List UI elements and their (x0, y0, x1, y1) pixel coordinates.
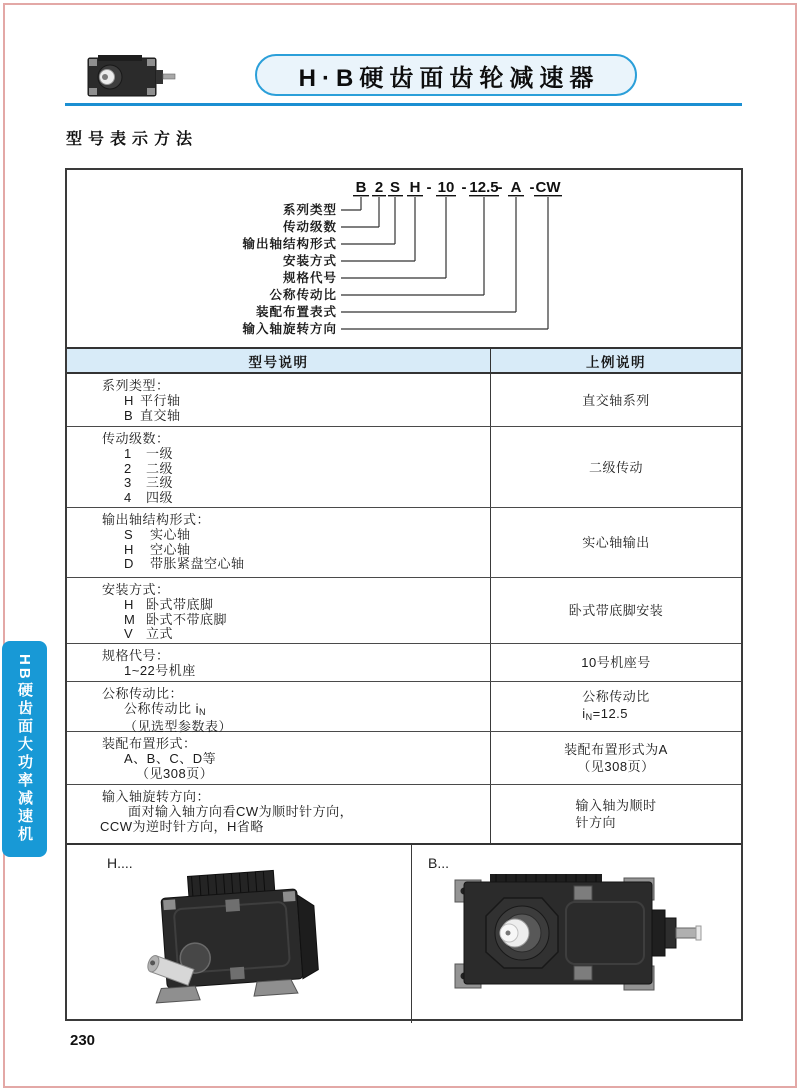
model-code-diagram (67, 170, 741, 347)
example-value: 10号机座号 (581, 655, 651, 670)
model-code-rotation: CW (535, 179, 561, 196)
diagram-label-series: 系列类型 (282, 203, 337, 217)
h-type-reducer-photo (134, 859, 344, 1009)
example-value: 实心轴输出 (582, 535, 650, 550)
page-title-pill (255, 54, 637, 96)
model-code-dash: - (461, 179, 467, 196)
table-row-mounting: 安装方式： H 卧式带底脚 M 卧式不带底脚 V 立式 卧式带底脚安装 (67, 578, 741, 644)
diagram-label-stages: 传动级数 (282, 220, 337, 234)
row-title: 规格代号： (102, 648, 170, 663)
model-designation-box (65, 168, 743, 1021)
diagram-label-mounting: 安装方式 (282, 254, 337, 268)
model-code-size: 10 (437, 179, 455, 196)
example-value: 公称传动比 $i_N=12.5$ (582, 688, 650, 722)
b-type-reducer-photo (452, 872, 702, 997)
row-title: 传动级数： (102, 431, 170, 446)
figures-section (67, 843, 741, 1023)
example-value: 输入轴为顺时 针方向 (575, 798, 657, 830)
model-code-dash: - (426, 179, 432, 196)
table-row-rotation: 输入轴旋转方向： 面对输入轴方向看CW为顺时针方向， CCW为逆时针方向，H省略 输入轴为顺时 针方向 (67, 785, 741, 843)
example-value: 直交轴系列 (582, 392, 650, 408)
row-title: 公称传动比： (102, 686, 184, 701)
model-code-dash: - (497, 179, 503, 196)
page-number: 230 (70, 1032, 96, 1049)
row-title: 输出轴结构形式： (102, 512, 211, 527)
row-title: 系列类型： (102, 378, 170, 393)
row-title: 输入轴旋转方向： (102, 789, 211, 804)
diagram-label-size: 规格代号 (282, 271, 337, 285)
diagram-label-arrangement: 装配布置表式 (255, 305, 337, 319)
figure-cell-b-type (412, 845, 741, 1023)
diagram-label-shaft: 输出轴结构形式 (242, 237, 337, 251)
diagram-label-rotation: 输入轴旋转方向 (242, 322, 337, 336)
figure-label-h: H.... (107, 855, 133, 871)
example-value: 卧式带底脚安装 (568, 603, 664, 618)
table-row-arrangement: 装配布置形式： A、B、C、D等 （见308页） 装配布置形式为A （见308页） (67, 732, 741, 785)
model-code-stages: 2 (374, 179, 384, 196)
table-header-example: 上例说明 (586, 354, 646, 370)
table-row-output-shaft: 输出轴结构形式： S 实心轴 H 空心轴 D 带胀紧盘空心轴 实心轴输出 (67, 508, 741, 578)
example-value: 装配布置形式为A （见308页） (564, 742, 668, 774)
reducer-thumbnail-photo (86, 54, 178, 102)
model-code-mounting: H (409, 179, 421, 196)
model-code-shaft: S (389, 179, 401, 196)
table-header-row (67, 347, 741, 374)
row-title: 装配布置形式： (102, 736, 197, 751)
sidebar-tab (2, 641, 47, 857)
figure-cell-h-type (67, 845, 412, 1023)
section-title: 型号表示方法 (66, 131, 199, 148)
page-title: H·B硬齿面齿轮减速器 (298, 64, 600, 92)
sidebar-tab-label: HB硬齿面大功率减速机 (16, 654, 33, 844)
table-row-size-code: 规格代号： 1~22号机座 10号机座号 (67, 644, 741, 682)
figure-label-b: B... (428, 855, 450, 871)
model-code-dash: - (529, 179, 535, 196)
model-code-arrangement: A (510, 179, 522, 196)
diagram-label-ratio: 公称传动比 (269, 288, 337, 302)
row-title: 安装方式： (102, 582, 170, 597)
table-row-stages: 传动级数： 1 一级 2 二级 3 三级 4 四级 二级传动 (67, 427, 741, 508)
table-row-series: 系列类型： H 平行轴 B 直交轴 直交轴系列 (67, 374, 741, 427)
model-code-ratio: 12.5 (469, 179, 499, 196)
model-code-series: B (355, 179, 367, 196)
example-value: 二级传动 (588, 459, 643, 475)
table-row-ratio: 公称传动比： 公称传动比 $i_N$ （见选型参数表） 公称传动比 $i_N=12.5$ (67, 682, 741, 732)
header-divider-rule (65, 103, 742, 106)
table-header-model-desc: 型号说明 (67, 349, 491, 372)
